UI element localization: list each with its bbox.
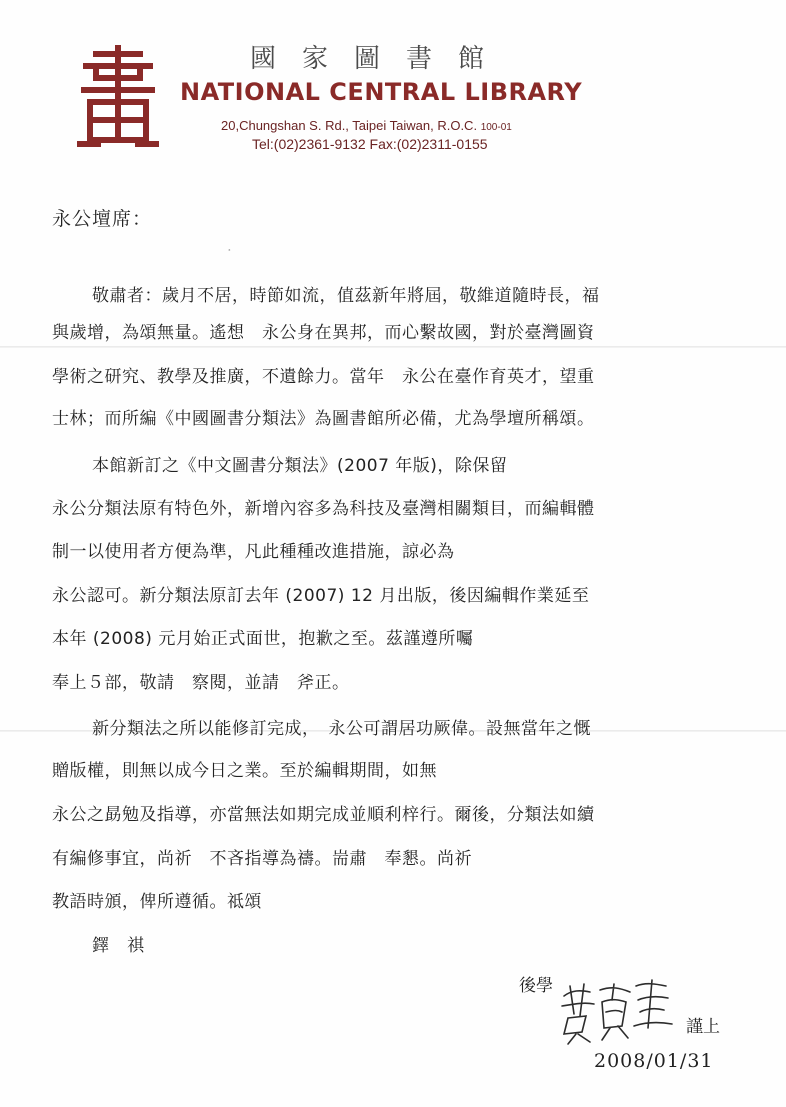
body-line: 奉上５部，敬請 察閱，並請 斧正。 xyxy=(52,673,350,693)
body-line: 贈版權，則無以成今日之業。至於編輯期間，如無 xyxy=(52,761,437,781)
library-tel-fax: Tel:(02)2361-9132 Fax:(02)2311-0155 xyxy=(252,136,488,152)
body-line: 有編修事宜，尚祈 不吝指導為禱。耑肅 奉懇。尚祈 xyxy=(52,849,472,869)
body-line: 與歲增，為頌無量。遙想 永公身在異邦，而心繫故國，對於臺灣圖資 xyxy=(52,323,595,343)
body-line: 本年 (2008) 元月始正式面世，抱歉之至。茲謹遵所囑 xyxy=(52,629,474,649)
zip-code: 100-01 xyxy=(480,122,512,133)
body-line: 敬肅者：歲月不居，時節如流，值茲新年將屆，敬維道隨時長，福 xyxy=(92,286,600,306)
library-seal-icon xyxy=(76,44,160,148)
library-address xyxy=(221,118,512,133)
address-text: 20,Chungshan S. Rd., Taipei Taiwan, R.O.C. xyxy=(221,118,478,133)
library-name-chinese: 國家圖書館 xyxy=(249,44,510,74)
body-line: 學術之研究、教學及推廣，不遺餘力。當年 永公在臺作育英才，望重 xyxy=(52,367,595,387)
library-name-english: NATIONAL CENTRAL LIBRARY xyxy=(180,78,583,106)
body-line: 教語時頒，俾所遵循。祗頌 xyxy=(52,892,262,912)
body-line: 永公分類法原有特色外，新增內容多為科技及臺灣相關類目，而編輯體 xyxy=(52,499,595,519)
body-line: 本館新訂之《中文圖書分類法》(2007 年版)，除保留 xyxy=(92,456,508,476)
closing-suffix: 謹上 xyxy=(686,1017,720,1037)
closing-greeting: 鐸 祺 xyxy=(92,936,145,956)
ink-mark: ﾞ xyxy=(228,249,232,258)
handwritten-signature-icon xyxy=(556,976,676,1046)
body-line: 永公之勗勉及指導，亦當無法如期完成並順利梓行。爾後，分類法如續 xyxy=(52,805,595,825)
body-line: 永公認可。新分類法原訂去年 (2007) 12 月出版，後因編輯作業延至 xyxy=(52,586,590,606)
letter-date: 2008/01/31 xyxy=(594,1050,714,1072)
paper-fold-line xyxy=(0,346,786,348)
closing-prefix: 後學 xyxy=(519,976,553,996)
salutation: 永公壇席： xyxy=(52,208,153,230)
body-line: 士林；而所編《中國圖書分類法》為圖書館所必備，尤為學壇所稱頌。 xyxy=(52,409,595,429)
body-line: 新分類法之所以能修訂完成， 永公可謂居功厥偉。設無當年之慨 xyxy=(92,719,591,739)
body-line: 制一以使用者方便為準，凡此種種改進措施，諒必為 xyxy=(52,542,455,562)
